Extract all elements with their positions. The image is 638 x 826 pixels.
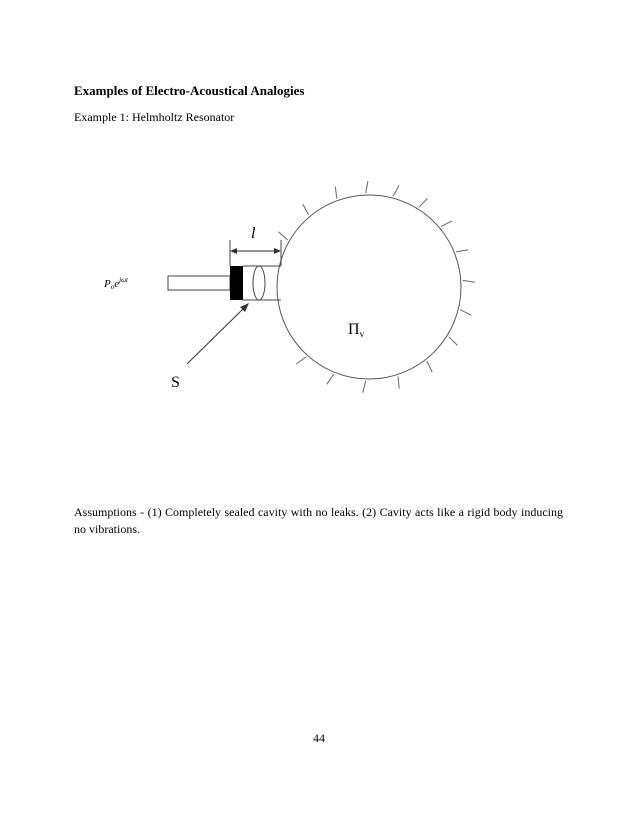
hatch-mark xyxy=(363,381,366,393)
piston xyxy=(230,266,243,300)
hatch-mark xyxy=(393,185,399,196)
volume-label-sub: v xyxy=(359,329,365,339)
hatch-mark xyxy=(441,221,452,227)
hatch-mark xyxy=(366,181,368,193)
length-arrowhead-right xyxy=(274,248,281,254)
input-tube xyxy=(168,276,230,290)
hatch-mark xyxy=(279,232,288,240)
pressure-label-sub: o xyxy=(110,283,115,291)
hatch-mark xyxy=(303,204,309,215)
assumptions-paragraph: Assumptions - (1) Completely sealed cavity with no leaks. (2) Cavity acts like a rigid body inducing no vibrations. xyxy=(74,505,563,536)
volume-label xyxy=(348,321,365,339)
hatch-mark xyxy=(419,199,428,208)
hatch-mark xyxy=(335,187,337,199)
hatch-mark xyxy=(327,374,334,384)
length-arrowhead-left xyxy=(230,248,237,254)
example-title: Example 1: Helmholtz Resonator xyxy=(74,110,235,124)
neck-ellipse xyxy=(253,266,265,300)
cavity-sphere xyxy=(277,195,461,379)
sphere-hatch-marks xyxy=(279,181,475,393)
hatch-mark xyxy=(296,357,306,364)
hatch-mark xyxy=(460,310,471,316)
hatch-mark xyxy=(427,361,432,372)
length-label: l xyxy=(251,225,256,242)
volume-label-main: Π xyxy=(348,321,360,338)
page-number: 44 xyxy=(313,731,325,745)
hatch-mark xyxy=(398,376,399,388)
section-title: Examples of Electro-Acoustical Analogies xyxy=(74,83,305,98)
area-pointer-line xyxy=(187,307,245,364)
area-label: S xyxy=(171,374,180,391)
pressure-label-main: P xyxy=(104,278,111,290)
pressure-label-sup: e xyxy=(114,278,120,290)
pressure-label-exp: jωt xyxy=(119,276,128,284)
hatch-mark xyxy=(463,280,475,282)
pressure-label xyxy=(103,276,129,291)
hatch-mark xyxy=(456,250,468,252)
hatch-mark xyxy=(449,337,458,346)
